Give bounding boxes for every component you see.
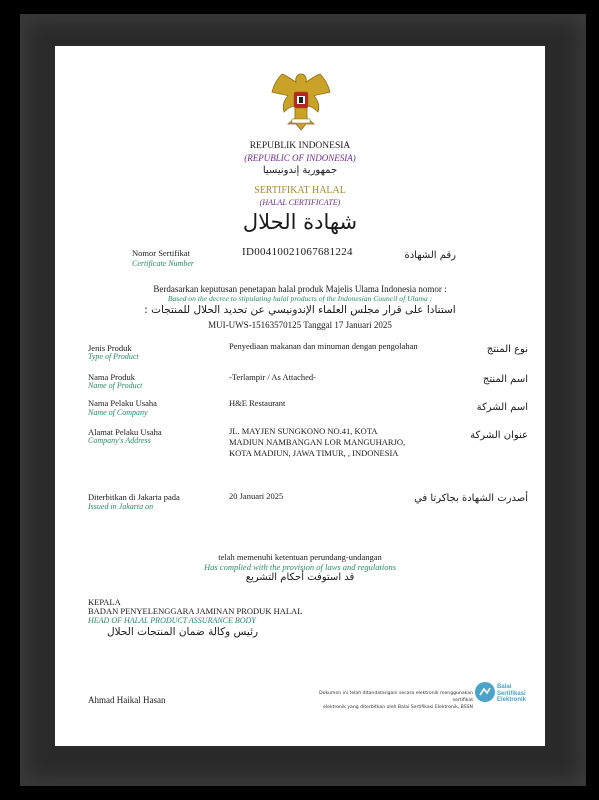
company-name-value: H&E Restaurant (229, 398, 286, 408)
signatory-body-ar: رئيس وكالة ضمان المنتجات الحلال (107, 626, 259, 638)
product-type-label-ar: نوع المنتج (486, 344, 528, 355)
company-address-label: Alamat Pelaku Usaha (88, 427, 162, 437)
company-name-label-en: Name of Company (88, 408, 148, 417)
product-type-value: Penyediaan makanan dan minuman dengan pengolahan (229, 341, 418, 351)
country-name: REPUBLIK INDONESIA (249, 141, 351, 151)
signatory-body-en: HEAD OF HALAL PRODUCT ASSURANCE BODY (88, 616, 256, 625)
certificate-page (55, 46, 545, 746)
issued-label-en: Issued in Jakarta on (88, 502, 154, 511)
issued-date: 20 Januari 2025 (229, 491, 284, 501)
bsre-logo-line3: Elektronik (497, 697, 527, 703)
product-type-label-en: Type of Product (88, 352, 139, 361)
bsre-logo-icon (474, 681, 496, 703)
signatory-name: Ahmad Haikal Hasan (88, 695, 166, 705)
company-address-value: JL. MAYJEN SUNGKONO NO.41, KOTA MADIUN NAMBANGAN LOR MANGUHARJO, KOTA MADIUN, JAWA TIMUR, , INDONESIA (229, 426, 406, 458)
product-type-label: Jenis Produk (88, 343, 132, 353)
product-name-label: Nama Produk (88, 372, 135, 382)
product-name-value: -Terlampir / As Attached- (229, 372, 316, 382)
esign-note-line2: elektronik yang diterbitkan oleh Balai Sertifikasi Elektronik, BSSN (323, 705, 473, 710)
cert-number-label: Nomor Sertifikat (132, 248, 190, 258)
signatory-body: BADAN PENYELENGGARA JAMINAN PRODUK HALAL (88, 606, 303, 616)
product-name-label-ar: اسم المنتج (482, 374, 528, 385)
company-address-label-ar: عنوان الشركة (470, 430, 528, 441)
bsre-logo-line1: Balai (497, 684, 512, 690)
issued-label: Diterbitkan di Jakarta pada (88, 492, 180, 502)
country-name-en: (REPUBLIC OF INDONESIA) (244, 153, 356, 163)
cert-number-label-ar: رقم الشهادة (404, 250, 456, 261)
compliance-text-ar: قد استوفت أحكام التشريع (245, 572, 355, 583)
issued-label-ar: أصدرت الشهادة بجاكرتا في (414, 493, 528, 504)
certificate-title: SERTIFIKAT HALAL (254, 185, 346, 196)
bsre-logo-line2: Sertifikasi (497, 690, 526, 697)
company-address-label-en: Company's Address (88, 436, 151, 445)
basis-text-ar: استنادا على قرار مجلس العلماء الإندونيسي عن تحديد الحلال للمنتجات : (144, 304, 456, 316)
basis-text: Berdasarkan keputusan penetapan halal produk Majelis Ulama Indonesia nomor : (153, 284, 447, 294)
product-name-label-en: Name of Product (88, 381, 143, 390)
company-name-label-ar: اسم الشركة (476, 402, 528, 413)
compliance-text: telah memenuhi ketentuan perundang-undangan (218, 552, 382, 562)
cert-number-value: ID00410021067681224 (242, 246, 353, 258)
cert-number-label-en: Certificate Number (132, 259, 194, 268)
certificate-title-en: (HALAL CERTIFICATE) (259, 198, 341, 207)
compliance-text-en: Has complied with the provision of laws and regulations (203, 562, 397, 572)
decree-number: MUI-UWS-15163570125 Tanggal 17 Januari 2025 (208, 320, 392, 330)
certificate-title-ar: شهادة الحلال (242, 210, 358, 234)
signatory-title: KEPALA (88, 597, 121, 607)
country-name-ar: جمهورية إندونيسيا (262, 165, 338, 176)
esign-note-line1: Dokumen ini telah ditandatangani secara elektronik menggunakan sertifikat (319, 691, 473, 703)
garuda-emblem-icon (270, 68, 332, 132)
company-name-label: Nama Pelaku Usaha (88, 398, 157, 408)
basis-text-en: Based on the decree to stipulating halal products of the Indonesian Council of Ulama : (167, 294, 433, 303)
